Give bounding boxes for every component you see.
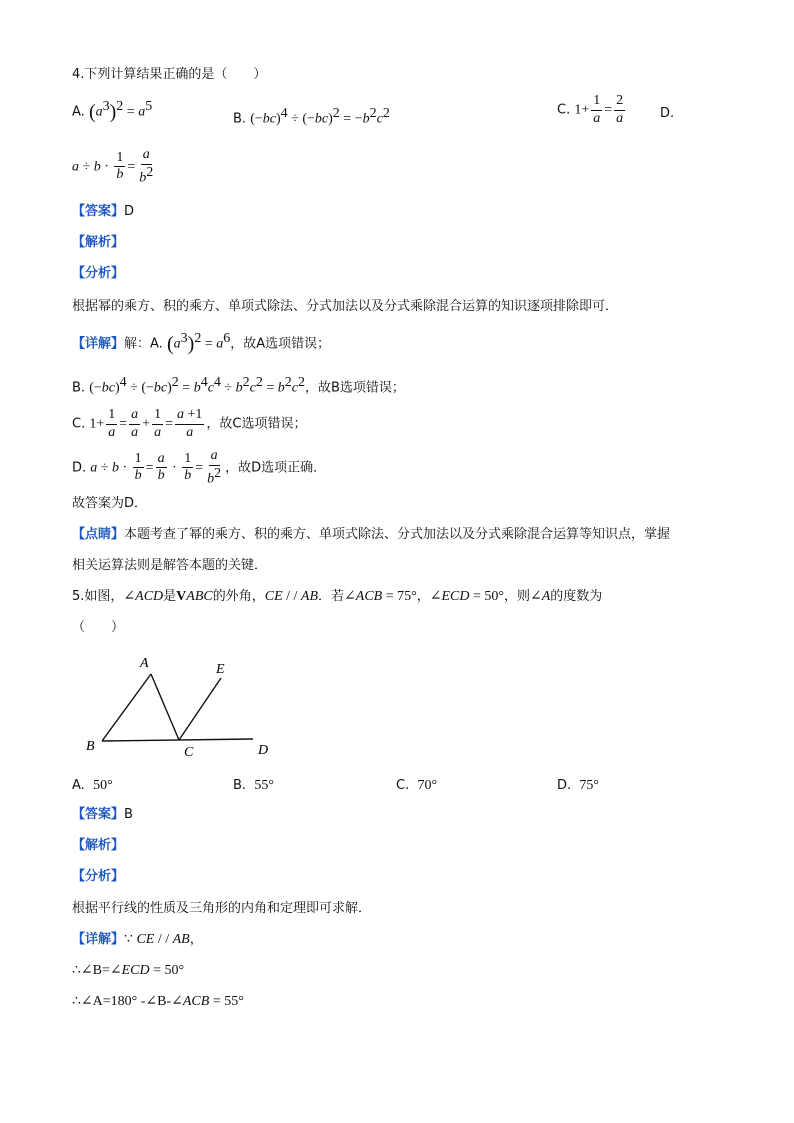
q4-explain-tag: 【解析】 <box>72 235 125 250</box>
q4-option-a: A. $(a^3)^2 = a^5$ <box>72 99 153 123</box>
q5-option-b: B. 55° <box>233 778 274 793</box>
q5-paren: （ ） <box>72 620 125 635</box>
q5-detail-3: ∴∠A=180° -∠B-∠ACB = 55° <box>72 994 244 1009</box>
q5-analysis: 根据平行线的性质及三角形的内角和定理即可求解． <box>72 901 372 916</box>
q4-option-d-label: D. <box>660 106 675 121</box>
q4-option-b: B. $(-bc)^4 \div (-bc)^2 = -b^2c^2$ <box>233 106 390 127</box>
q4-option-c-label: C. <box>557 102 571 118</box>
q4-detail-c: C. 1+ $\frac{1}{a}$ = $\frac{a}{a}$ + $\frac{1}{a}$ = $\frac{a +1}{a}$ ，故C选项错误； <box>72 407 307 440</box>
answer-tag: 【答案】 <box>72 204 125 219</box>
q5-stem: 5.如图，∠ACD是VABC的外角，CE / / AB．若∠ACB = 75°，∠ECD = 50°，则∠A的度数为 <box>72 589 603 604</box>
q5-option-d: D. 75° <box>557 778 600 793</box>
label-b: B <box>86 739 95 754</box>
q4-option-a-label: A. <box>72 104 85 120</box>
label-e: E <box>216 662 225 677</box>
q4-stem: 4.下列计算结果正确的是（ ） <box>72 67 267 82</box>
line-ac <box>151 674 179 740</box>
label-d: D <box>258 743 269 758</box>
q4-comment-cont: 相关运算法则是解答本题的关键． <box>72 558 268 573</box>
label-c: C <box>184 745 194 760</box>
q4-analysis: 根据幂的乘方、积的乘方、单项式除法、分式加法以及分式乘除混合运算的知识逐项排除即可． <box>72 299 619 314</box>
q4-analysis-tag: 【分析】 <box>72 266 125 281</box>
q4-detail-d: D. a ÷ b · $\frac{1}{b}$ = $\frac{a}{b}$ · $\frac{1}{b}$ = $\frac{a}{b^2}$ ，故D选项正确． <box>72 448 327 487</box>
q4-comment: 【点睛】本题考查了幂的乘方、积的乘方、单项式除法、分式加法以及分式乘除混合运算等知识点，掌握 <box>72 527 671 542</box>
q5-figure <box>80 650 290 765</box>
q4-detail-b: B. $(-bc)^4 \div (-bc)^2 = b^4c^4 \div b^2c^2 = b^2c^2$，故B选项错误； <box>72 375 405 396</box>
answer-value: D <box>124 204 135 219</box>
answer-value: B <box>124 807 133 822</box>
line-bd <box>102 739 253 741</box>
label-a: A <box>140 656 149 671</box>
q4-conclusion: 故答案为D． <box>72 496 148 511</box>
q4-option-b-label: B. <box>233 111 247 127</box>
detail-tag: 【详解】 <box>72 336 125 352</box>
q4-option-d <box>660 106 674 121</box>
q5-detail-2: ∴∠B=∠ECD = 50° <box>72 963 185 978</box>
q5-option-a: A. 50° <box>72 778 113 793</box>
q5-answer: 【答案】B <box>72 807 133 822</box>
q4-answer <box>72 205 134 218</box>
q4-detail-a: 【详解】解：A. $(a^3)^2 = a^6$，故A选项错误； <box>72 331 331 355</box>
line-ba <box>102 674 151 741</box>
q5-explain-tag: 【解析】 <box>72 838 125 853</box>
q4-option-d-expr: a ÷ b · $\frac{1}{b}$ = $\frac{a}{b^2}$ <box>72 147 154 186</box>
q5-detail-1: 【详解】∵ CE / / AB， <box>72 932 203 947</box>
q5-option-c: C. 70° <box>396 778 438 793</box>
q4-option-c: C. 1+ $\frac{1}{a}$ = $\frac{2}{a}$ <box>557 93 624 126</box>
q5-analysis-tag: 【分析】 <box>72 869 125 884</box>
line-ce <box>179 678 221 740</box>
